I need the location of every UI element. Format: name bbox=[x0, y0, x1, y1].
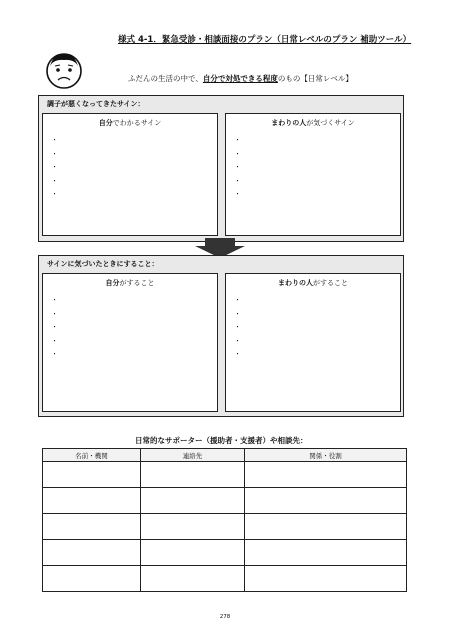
worried-face-icon bbox=[44, 50, 84, 90]
actions-title: サインに気づいたときにすること： bbox=[47, 260, 159, 268]
supporters-title: 日常的なサポーター（援助者・支援者）や相談先： bbox=[135, 436, 308, 445]
others-actions-title: まわりの人がすること bbox=[278, 279, 348, 287]
others-actions-box[interactable] bbox=[225, 273, 401, 412]
table-row bbox=[43, 540, 407, 566]
table-row bbox=[43, 566, 407, 592]
bullet-list: ・ ・ ・ ・ ・ bbox=[51, 296, 58, 358]
role-cell[interactable] bbox=[245, 514, 407, 540]
supporters-table bbox=[42, 448, 407, 592]
role-cell[interactable] bbox=[245, 488, 407, 514]
contact-cell[interactable] bbox=[141, 514, 245, 540]
role-cell[interactable] bbox=[245, 462, 407, 488]
table-row bbox=[43, 488, 407, 514]
column-header-contact: 連絡先 bbox=[141, 449, 245, 462]
self-noticed-signs-box[interactable] bbox=[42, 113, 218, 236]
contact-cell[interactable] bbox=[141, 566, 245, 592]
form-title: 様式 4-1．緊急受診・相談面接のプラン（日常レベルのプラン 補助ツール） bbox=[118, 35, 412, 45]
page-number: 278 bbox=[219, 614, 231, 620]
actions-section bbox=[38, 255, 404, 417]
bullet-list: ・ ・ ・ ・ ・ bbox=[51, 136, 58, 198]
table-row bbox=[43, 514, 407, 540]
column-header-name: 名前・機関 bbox=[43, 449, 141, 462]
self-actions-title: 自分がすること bbox=[105, 279, 155, 287]
column-header-role: 関係・役割 bbox=[245, 449, 407, 462]
warning-signs-title: 調子が悪くなってきたサイン： bbox=[47, 100, 145, 108]
name-cell[interactable] bbox=[43, 566, 141, 592]
name-cell[interactable] bbox=[43, 514, 141, 540]
contact-cell[interactable] bbox=[141, 540, 245, 566]
others-noticed-signs-box[interactable] bbox=[225, 113, 401, 236]
table-header-row bbox=[43, 449, 407, 462]
name-cell[interactable] bbox=[43, 462, 141, 488]
contact-cell[interactable] bbox=[141, 462, 245, 488]
name-cell[interactable] bbox=[43, 540, 141, 566]
name-cell[interactable] bbox=[43, 488, 141, 514]
self-noticed-signs-title: 自分でわかるサイン bbox=[98, 119, 162, 127]
warning-signs-section bbox=[38, 95, 404, 242]
role-cell[interactable] bbox=[245, 566, 407, 592]
table-row bbox=[43, 462, 407, 488]
role-cell[interactable] bbox=[245, 540, 407, 566]
form-subtitle: ふだんの生活の中で、自分で対処できる程度のもの【日常レベル】 bbox=[128, 74, 353, 83]
contact-cell[interactable] bbox=[141, 488, 245, 514]
self-actions-box[interactable] bbox=[42, 273, 218, 412]
bullet-list: ・ ・ ・ ・ ・ bbox=[234, 136, 241, 198]
others-noticed-signs-title: まわりの人が気づくサイン bbox=[271, 119, 355, 127]
bullet-list: ・ ・ ・ ・ ・ bbox=[234, 296, 241, 358]
